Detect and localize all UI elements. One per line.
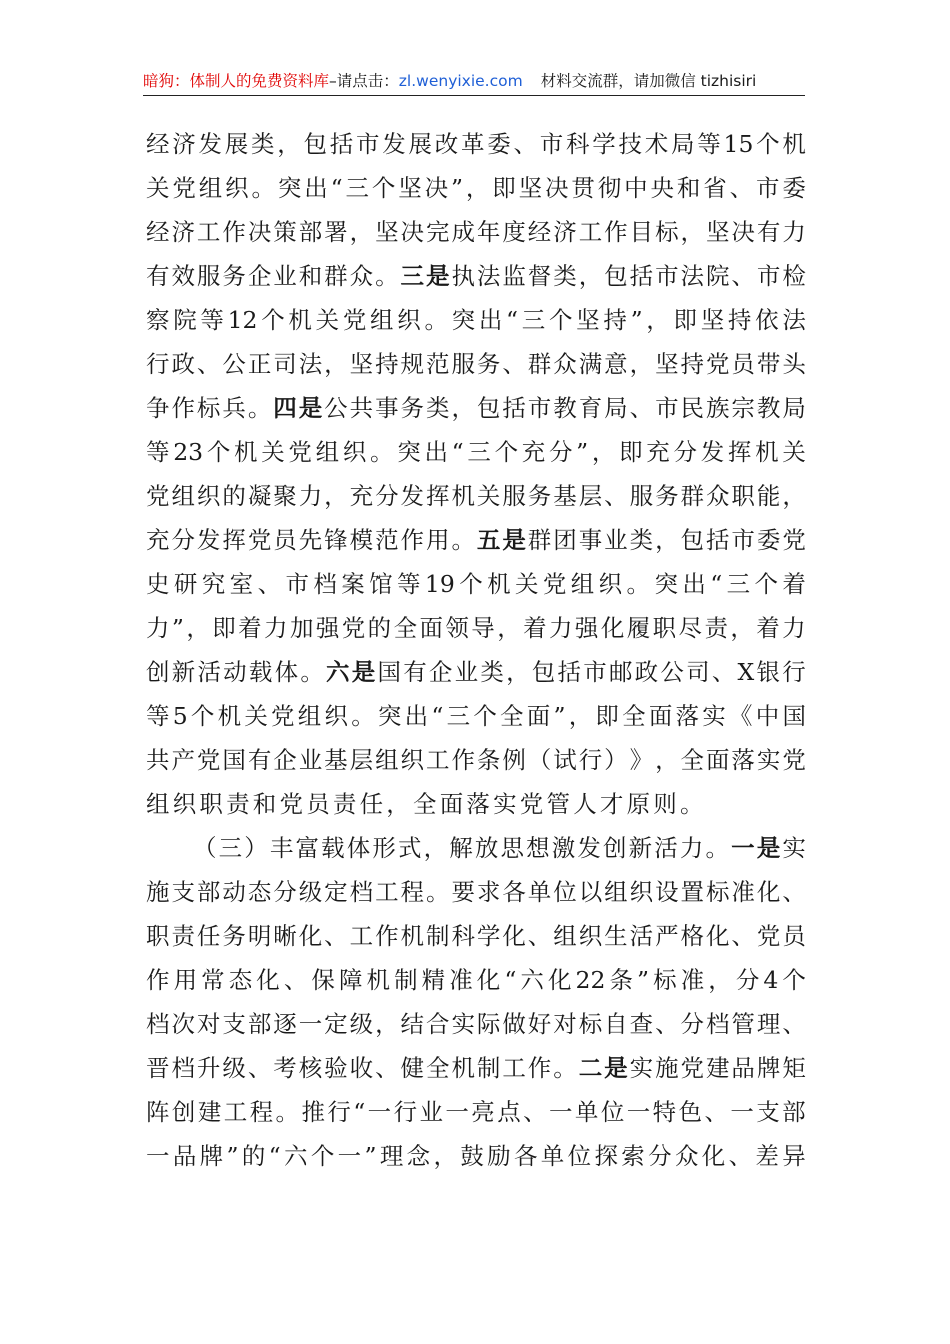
line-text: 组织职责和党员责任，全面落实党管人才原则。: [146, 790, 707, 818]
header-wechat-note: 材料交流群，请加微信 tizhisiri: [540, 72, 757, 90]
text-line: 争 作 标 兵 。 四 是 公 共 事 务 类 ， 包 括 市 教 育 局 、 市 民 族 宗 教 局: [146, 394, 806, 422]
document-body: [146, 122, 806, 1178]
header-divider: [143, 95, 805, 96]
text-line: 充 分 发 挥 党 员 先 锋 模 范 作 用 。 五 是 群 团 事 业 类 ， 包 括 市 委 党: [146, 526, 806, 554]
text-line: 有 效 服 务 企 业 和 群 众 。 三 是 执 法 监 督 类 ， 包 括 市 法 院 、 市 检: [146, 262, 806, 290]
text-line: （ 三 ） 丰 富 载 体 形 式 ， 解 放 思 想 激 发 创 新 活 力 。 一 是 实: [193, 834, 806, 862]
text-line: 晋 档 升 级 、 考 核 验 收 、 健 全 机 制 工 作 。 二 是 实 施 党 建 品 牌 矩: [146, 1054, 806, 1082]
page-header: [143, 68, 805, 94]
text-line: 共 产 党 国 有 企 业 基 层 组 织 工 作 条 例 （ 试 行 ） 》 ， 全 面 落 实 党: [146, 746, 806, 774]
text-line: 职 责 任 务 明 晰 化 、 工 作 机 制 科 学 化 、 组 织 生 活 严 格 化 、 党 员: [146, 922, 806, 950]
text-line: 阵 创 建 工 程 。 推 行 “ 一 行 业 一 亮 点 、 一 单 位 一 特 色 、 一 支 部: [146, 1098, 806, 1126]
header-link[interactable]: zl.wenyixie.com: [398, 72, 523, 90]
text-line: 史 研 究 室 、 市 档 案 馆 等 19 个 机 关 党 组 织 。 突 出 “ 三 个 着: [146, 570, 806, 598]
text-line: [146, 782, 806, 826]
text-line: 等 23 个 机 关 党 组 织 。 突 出 “ 三 个 充 分 ” ， 即 充 分 发 挥 机 关: [146, 438, 806, 466]
text-line: 行 政 、 公 正 司 法 ， 坚 持 规 范 服 务 、 群 众 满 意 ， 坚 持 党 员 带 头: [146, 350, 806, 378]
text-line: 等 5 个 机 关 党 组 织 。 突 出 “ 三 个 全 面 ” ， 即 全 面 落 实 《 中 国: [146, 702, 806, 730]
text-line: 创 新 活 动 载 体 。 六 是 国 有 企 业 类 ， 包 括 市 邮 政 公 司 、 X 银 行: [146, 658, 806, 686]
text-line: 施 支 部 动 态 分 级 定 档 工 程 。 要 求 各 单 位 以 组 织 设 置 标 准 化 、: [146, 878, 806, 906]
text-line: 经 济 工 作 决 策 部 署 ， 坚 决 完 成 年 度 经 济 工 作 目 标 ， 坚 决 有 力: [146, 218, 806, 246]
text-line: 一 品 牌 ” 的 “ 六 个 一 ” 理 念 ， 鼓 励 各 单 位 探 索 分 众 化 、 差 异: [146, 1142, 806, 1170]
text-line: 察 院 等 12 个 机 关 党 组 织 。 突 出 “ 三 个 坚 持 ” ， 即 坚 持 依 法: [146, 306, 806, 334]
text-line: 党 组 织 的 凝 聚 力 ， 充 分 发 挥 机 关 服 务 基 层 、 服 务 群 众 职 能 ，: [146, 482, 806, 510]
text-line: 关 党 组 织 。 突 出 “ 三 个 坚 决 ” ， 即 坚 决 贯 彻 中 央 和 省 、 市 委: [146, 174, 806, 202]
header-site-name: 暗狗：体制人的免费资料库: [143, 72, 330, 90]
header-click-prompt: –请点击：: [329, 72, 399, 90]
text-line: 档 次 对 支 部 逐 一 定 级 ， 结 合 实 际 做 好 对 标 自 查 、 分 档 管 理 、: [146, 1010, 806, 1038]
text-line: 作 用 常 态 化 、 保 障 机 制 精 准 化 “ 六 化 22 条 ” 标 准 ， 分 4 个: [146, 966, 806, 994]
text-line: 力 ” ， 即 着 力 加 强 党 的 全 面 领 导 ， 着 力 强 化 履 职 尽 责 ， 着 力: [146, 614, 806, 642]
text-line: 经 济 发 展 类 ， 包 括 市 发 展 改 革 委 、 市 科 学 技 术 局 等 15 个 机: [146, 130, 806, 158]
